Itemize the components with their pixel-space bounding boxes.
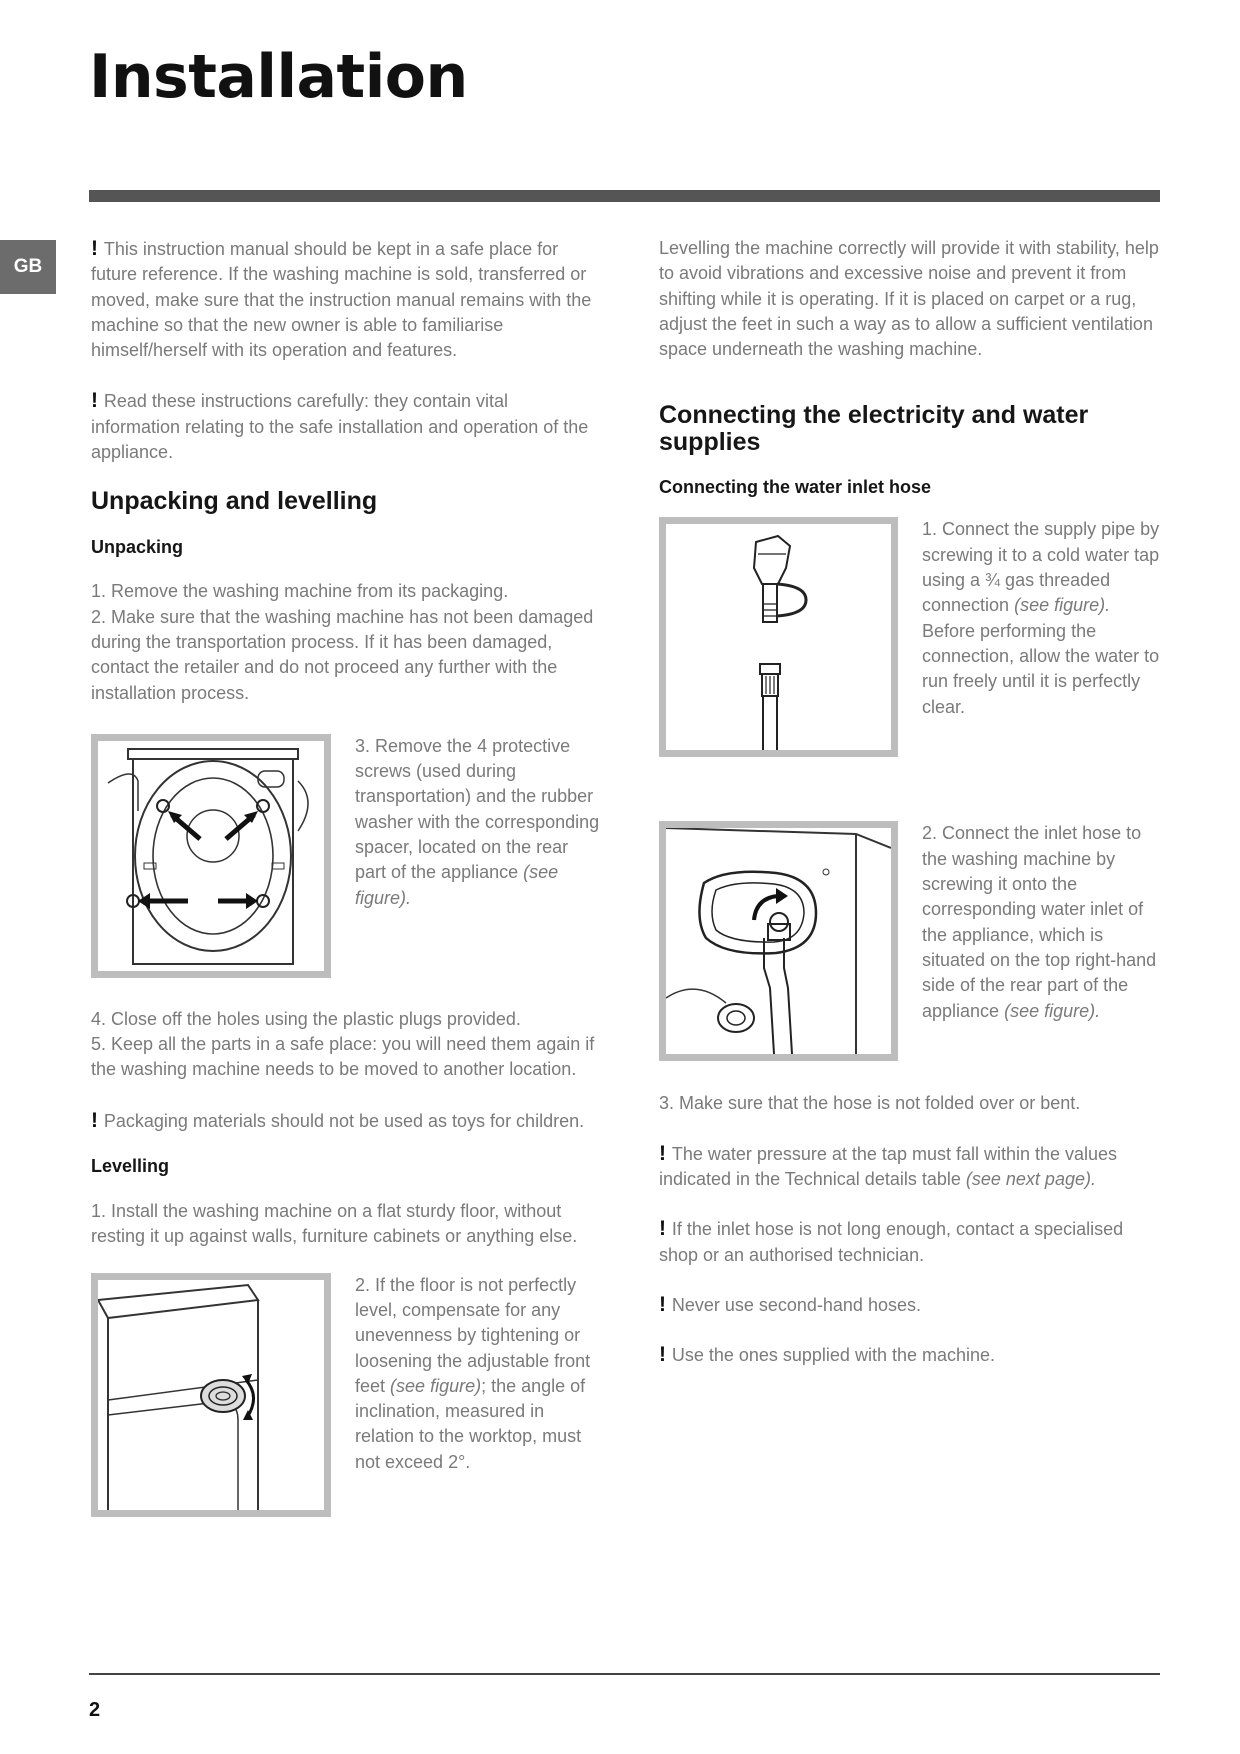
left-column (91, 236, 601, 1517)
adjustable-feet-figure (91, 1273, 331, 1517)
unpacking-subheading: Unpacking (91, 537, 184, 558)
water-pressure-note: ! The water pressure at the tap must fall within the values indicated in the Technical details table (see next page). (659, 1141, 1164, 1193)
levelling-feet-text (355, 1273, 601, 1475)
inlet-hose-text (922, 821, 1164, 1023)
rear-panel-figure (91, 734, 331, 978)
unpack-step-5: 5. Keep all the parts in a safe place: you will need them again if the washing machine needs to be moved to another location. (91, 1034, 595, 1080)
water-inlet-subheading: Connecting the water inlet hose (659, 477, 932, 498)
rear-panel-screws-illustration (98, 741, 324, 971)
protective-screws-figure-row (91, 734, 601, 978)
tap-connection-figure (659, 517, 898, 757)
inlet-connection-illustration (666, 828, 891, 1054)
see-figure-ref: (see figure). (355, 862, 559, 908)
tap-and-hose-illustration (666, 524, 891, 750)
see-next-page-ref: (see next page). (965, 1169, 1096, 1190)
supplied-hose-note: ! Use the ones supplied with the machine. (659, 1342, 1164, 1368)
hose-length-note: ! If the inlet hose is not long enough, contact a specialised shop or an authorised technician. (659, 1216, 1164, 1268)
levelling-step-2: 2. If the floor is not perfectly level, compensate for any unevenness by tightening or loosening the adjustable front feet (355, 1274, 591, 1396)
water-step-1-cont: Before performing the connection, allow the water to run freely until it is perfectly clear. (922, 620, 1160, 717)
adjustable-foot-illustration (98, 1280, 324, 1510)
unpack-step-4: 4. Close off the holes using the plastic plugs provided. (91, 1008, 521, 1029)
levelling-step-1: 1. Install the washing machine on a flat sturdy floor, without resting it up against walls, furniture cabinets or anything else. (91, 1201, 578, 1247)
unpacking-levelling-heading: Unpacking and levelling (91, 487, 378, 516)
unpack-step-3: 3. Remove the 4 protective screws (used during transportation) and the rubber washer with the corresponding spacer, located on the rear part of the appliance (355, 735, 600, 883)
tap-connection-text (922, 517, 1164, 719)
manual-keep-note: ! This instruction manual should be kept in a safe place for future reference. If the washing machine is sold, transferred or moved, make sure that the instruction manual remains with the machine so that the new owner is able to familiarise himself/herself with its operation and features. (91, 236, 601, 363)
levelling-step-2-cont: ; the angle of inclination, measured in relation to the worktop, must not exceed 2°. (355, 1375, 586, 1472)
connecting-supplies-heading: Connecting the electricity and water supplies (659, 401, 1089, 457)
unpack-step-1: 1. Remove the washing machine from its packaging. (91, 581, 509, 602)
water-step-3: 3. Make sure that the hose is not folded over or bent. (659, 1093, 1081, 1114)
levelling-subheading: Levelling (91, 1156, 170, 1177)
see-figure-ref: (see figure) (390, 1375, 482, 1396)
levelling-figure-row (91, 1273, 601, 1517)
packaging-note: ! Packaging materials should not be used as toys for children. (91, 1108, 601, 1134)
see-figure-ref: (see figure). (1014, 595, 1111, 616)
inlet-hose-figure (659, 821, 898, 1061)
read-instructions-note: ! Read these instructions carefully: they contain vital information relating to the safe installation and operation of the appliance. (91, 388, 601, 465)
right-column (659, 236, 1164, 1369)
see-figure-ref: (see figure). (1004, 1000, 1101, 1021)
footer-rule (89, 1673, 1160, 1675)
protective-screws-text (355, 734, 601, 911)
inlet-figure-row (659, 821, 1164, 1061)
tap-figure-row (659, 517, 1164, 757)
unpack-step-2: 2. Make sure that the washing machine has not been damaged during the transportation process. If it has been damaged, contact the retailer and do not proceed any further with the installation process. (91, 606, 594, 703)
page-number: 2 (89, 1699, 101, 1721)
second-hand-hose-note: ! Never use second-hand hoses. (659, 1292, 1164, 1318)
page-title: Installation (89, 42, 468, 112)
water-step-1: 1. Connect the supply pipe by screwing it to a cold water tap using a ¾ gas threaded connection (922, 519, 1160, 616)
water-step-2: 2. Connect the inlet hose to the washing machine by screwing it onto the corresponding water inlet of the appliance, which is situated on the top right-hand side of the rear part of the appliance (922, 823, 1157, 1021)
header-rule (89, 190, 1160, 202)
levelling-paragraph: Levelling the machine correctly will provide it with stability, help to avoid vibrations and excessive noise and prevent it from shifting while it is operating. If it is placed on carpet or a rug, adjust the feet in such a way as to allow a sufficient ventilation space underneath the washing machine. (659, 238, 1159, 360)
language-tab: GB (0, 240, 56, 294)
